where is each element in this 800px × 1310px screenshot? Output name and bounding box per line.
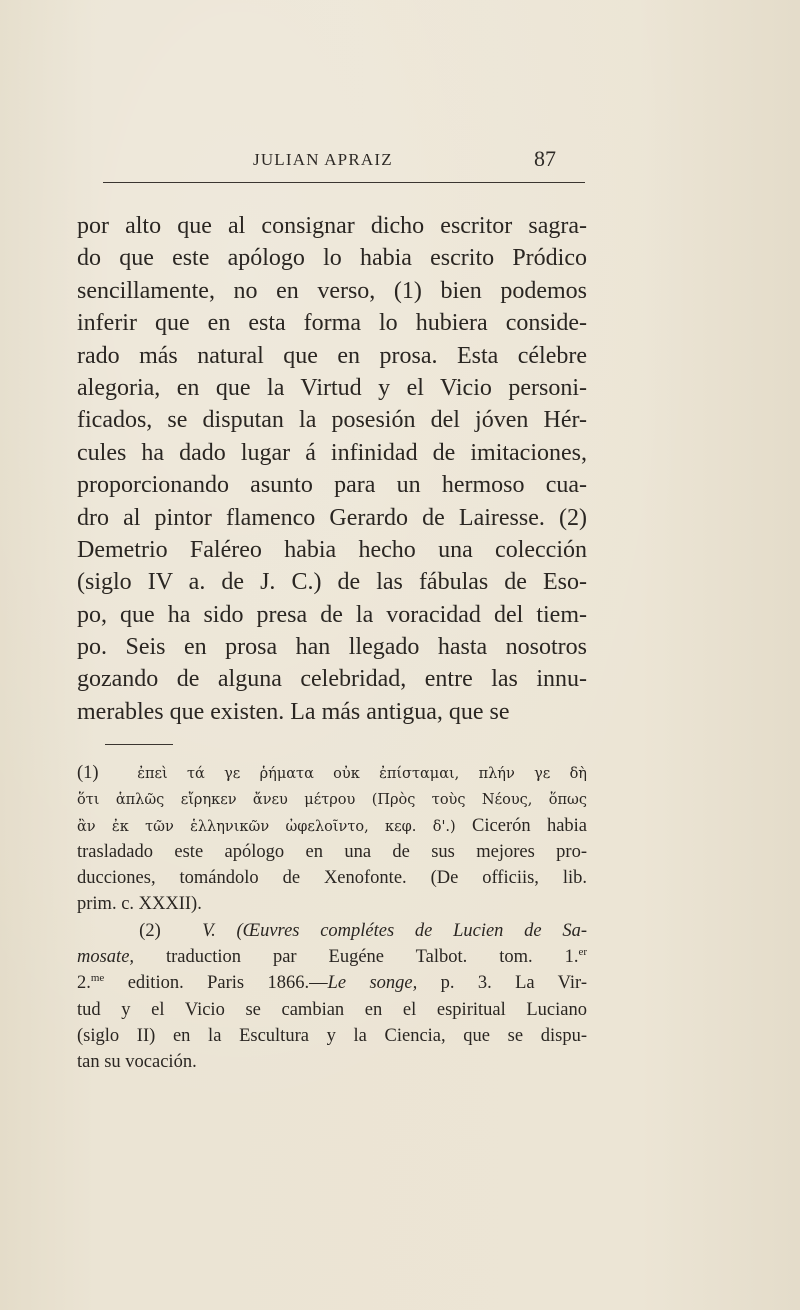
body-line: rado más natural que en prosa. Esta célebre	[77, 342, 587, 369]
body-line: gozando de alguna celebridad, entre las innu-	[77, 666, 587, 693]
footnote-1-line	[77, 760, 587, 786]
footnote-1-greek: ἂν ἐκ τῶν ἑλληνικῶν ὠφελοῖντο, κεφ. δ'.)	[77, 818, 456, 835]
body-line: po, que ha sido presa de la voracidad del tiem-	[77, 601, 587, 628]
footnote-2-title: V. (Œuvres complétes de Lucien de Sa-	[202, 920, 587, 941]
footnote-2-text: 2.	[77, 973, 91, 994]
footnote-2-text: edition. Paris 1866.—	[104, 973, 328, 994]
running-head: JULIAN APRAIZ	[253, 150, 393, 169]
footnote-2-line: (siglo II) en la Escultura y la Ciencia, que se dispu-	[77, 1025, 587, 1046]
body-line: dro al pintor flamenco Gerardo de Lairesse. (2)	[77, 504, 587, 531]
footnote-1-line	[77, 786, 587, 812]
footnote-2-line	[77, 944, 587, 970]
footnote-2-marker: (2)	[139, 920, 161, 941]
body-paragraph	[77, 210, 587, 728]
footnote-2-line	[77, 970, 587, 996]
body-line: alegoria, en que la Virtud y el Vicio personi-	[77, 374, 587, 401]
footnote-1-line: trasladado este apólogo en una de sus mejores pro-	[77, 841, 587, 862]
footnote-2-line: tan su vocación.	[77, 1052, 197, 1073]
header-rule	[103, 182, 585, 183]
page-number: 87	[534, 146, 556, 171]
footnote-1-marker: (1)	[77, 763, 99, 783]
footnote-1-text: Cicerón habia	[455, 815, 588, 836]
footnote-rule	[105, 744, 173, 745]
footnote-1-greek: ὅτι ἁπλῶς εἴρηκεν ἄνευ μέτρου (Πρὸς τοὺς Νέους, ὅπως	[77, 792, 587, 809]
footnote-1-greek: ἐπεὶ τά γε ῥήματα οὐκ ἐπίσταμαι, πλήν γε δὴ	[137, 766, 587, 782]
page-header	[0, 146, 800, 176]
footnote-2-line: tud y el Vicio se cambian en el espiritual Luciano	[77, 999, 587, 1020]
body-line: por alto que al consignar dicho escritor sagra-	[77, 213, 587, 239]
body-line: do que este apólogo lo habia escrito Pródico	[77, 245, 587, 272]
body-line: po. Seis en prosa han llegado hasta nosotros	[77, 634, 587, 661]
footnote-1-line	[77, 813, 587, 839]
footnote-2-text: traduction par Eugéne Talbot. tom. 1.	[134, 947, 579, 968]
footnote-2-text: p. 3. La Vir-	[417, 973, 587, 994]
footnote-1-line: ducciones, tomándolo de Xenofonte. (De officiis, lib.	[77, 868, 587, 889]
footnote-2-superscript: me	[90, 972, 105, 985]
body-line: inferir que en esta forma lo hubiera conside-	[77, 310, 587, 337]
body-line: merables que existen. La más antigua, que se	[77, 698, 510, 725]
footnote-1-line: prim. c. XXXII).	[77, 894, 202, 915]
footnotes	[77, 760, 587, 1076]
footnote-2-line	[77, 918, 587, 944]
body-line: cules ha dado lugar á infinidad de imitaciones,	[77, 439, 587, 466]
footnote-2-title: mosate,	[77, 947, 135, 968]
body-line: ficados, se disputan la posesión del jóven Hér-	[77, 407, 587, 434]
footnote-2-superscript: er	[578, 946, 587, 959]
body-line: Demetrio Faléreo habia hecho una colección	[77, 536, 587, 563]
body-line: (siglo IV a. de J. C.) de las fábulas de Eso-	[77, 569, 587, 596]
body-line: proporcionando asunto para un hermoso cua-	[77, 472, 587, 499]
footnote-2-work: Le songe,	[327, 973, 418, 994]
body-line: sencillamente, no en verso, (1) bien podemos	[77, 277, 587, 304]
